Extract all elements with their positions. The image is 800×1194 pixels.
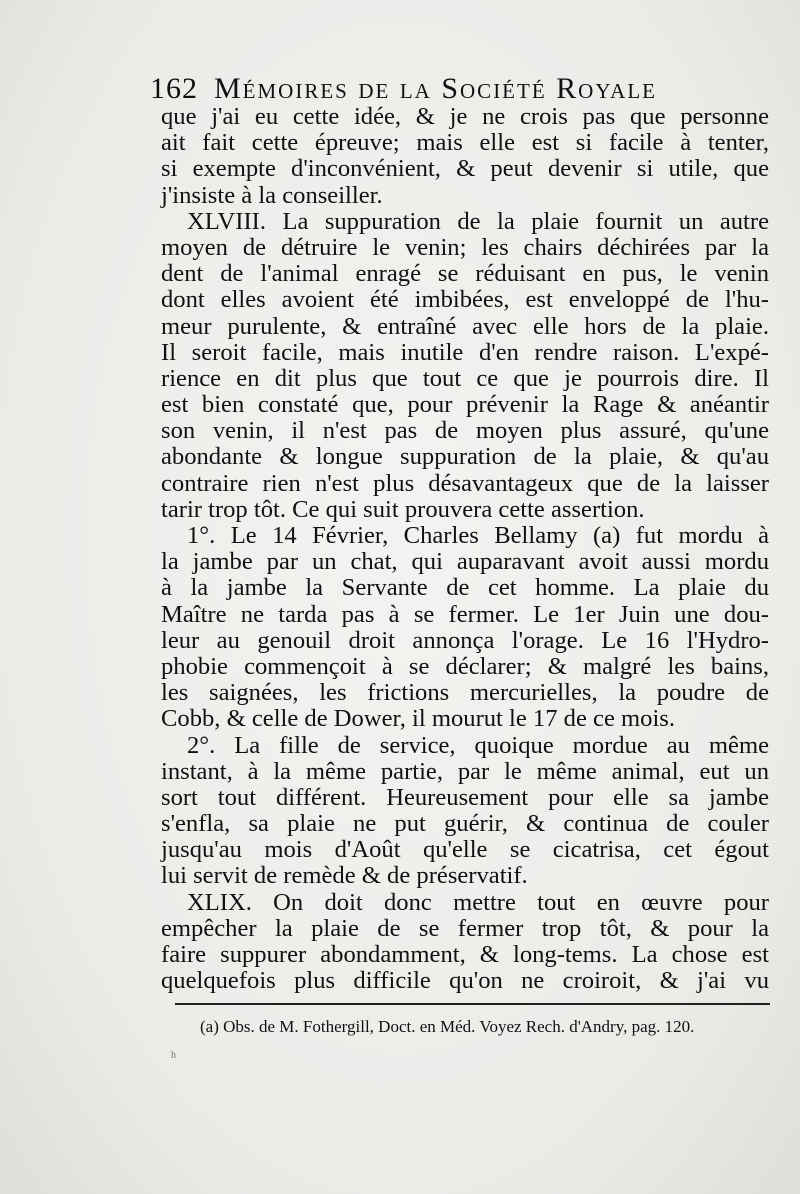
- text-line: si exempte d'inconvénient, & peut devenir si utile, que: [161, 155, 769, 183]
- text-line: est bien constaté que, pour prévenir la Rage & anéantir: [161, 391, 769, 419]
- text-line: tarir trop tôt. Ce qui suit prouvera cette assertion.: [161, 495, 645, 523]
- text-line: meur purulente, & entraîné avec elle hors de la plaie.: [161, 312, 769, 340]
- text-line: lui servit de remède & de préservatif.: [161, 862, 528, 890]
- text-line: à la jambe la Servante de cet homme. La plaie du: [161, 574, 769, 602]
- text-line: leur au genouil droit annonça l'orage. Le 16 l'Hydro-: [161, 626, 769, 654]
- footnote: (a) Obs. de M. Fothergill, Doct. en Méd. Voyez Rech. d'Andry, pag. 120.: [200, 1017, 695, 1036]
- text-line: sort tout différent. Heureusement pour elle sa jambe: [161, 783, 769, 811]
- text-line: que j'ai eu cette idée, & je ne crois pas que personne: [161, 103, 769, 130]
- section-heading-xlix: XLIX. On doit donc mettre tout en œuvre pour: [187, 888, 769, 916]
- text-line: faire suppurer abondamment, & long-tems. La chose est: [161, 941, 769, 968]
- text-line: la jambe par un chat, qui auparavant avoit aussi mordu: [161, 548, 769, 576]
- body-text: [161, 104, 769, 994]
- text-line: empêcher la plaie de se fermer trop tôt, & pour la: [161, 914, 769, 942]
- page-header: [150, 72, 780, 106]
- text-line: s'enfla, sa plaie ne put guérir, & continua de couler: [161, 810, 769, 838]
- case-2-line: 2°. La fille de service, quoique mordue au même: [187, 731, 769, 759]
- text-line: abondante & longue suppuration de la plaie, & qu'au: [161, 443, 769, 471]
- text-line: j'insiste à la conseiller.: [161, 181, 383, 209]
- page-number: 162: [150, 72, 198, 105]
- text-line: rience en dit plus que tout ce que je pourrois dire. Il: [161, 364, 769, 392]
- text-line: moyen de détruire le venin; les chairs déchirées par la: [161, 233, 769, 261]
- text-line: instant, à la même partie, par le même animal, eut un: [161, 757, 769, 785]
- text-line: jusqu'au mois d'Août qu'elle se cicatrisa, cet égout: [161, 836, 769, 864]
- text-line: dent de l'animal enragé se réduisant en pus, le venin: [161, 260, 769, 288]
- text-line: phobie commençoit à se déclarer; & malgré les bains,: [161, 652, 769, 680]
- marginal-mark: h: [171, 1050, 176, 1061]
- text-line: quelquefois plus difficile qu'on ne croiroit, & j'ai vu: [161, 967, 769, 995]
- running-head: Mémoires de la Société Royale: [214, 72, 658, 105]
- text-line: ait fait cette épreuve; mais elle est si facile à tenter,: [161, 129, 769, 157]
- text-line: dont elles avoient été imbibées, est enveloppé de l'hu-: [161, 286, 769, 314]
- text-line: contraire rien n'est plus désavantageux que de la laisser: [161, 469, 769, 497]
- text-line: les saignées, les frictions mercurielles, la poudre de: [161, 679, 769, 707]
- text-line: son venin, il n'est pas de moyen plus assuré, qu'une: [161, 417, 769, 445]
- text-line: Il seroit facile, mais inutile d'en rendre raison. L'expé-: [161, 338, 769, 366]
- text-line: Cobb, & celle de Dower, il mourut le 17 de ce mois.: [161, 705, 675, 733]
- text-line: Maître ne tarda pas à se fermer. Le 1er Juin une dou-: [161, 600, 769, 628]
- case-1-line: 1°. Le 14 Février, Charles Bellamy (a) fut mordu à: [187, 522, 769, 549]
- footnote-rule: [175, 1003, 770, 1005]
- section-heading-xlviii: XLVIII. La suppuration de la plaie fournit un autre: [187, 207, 769, 235]
